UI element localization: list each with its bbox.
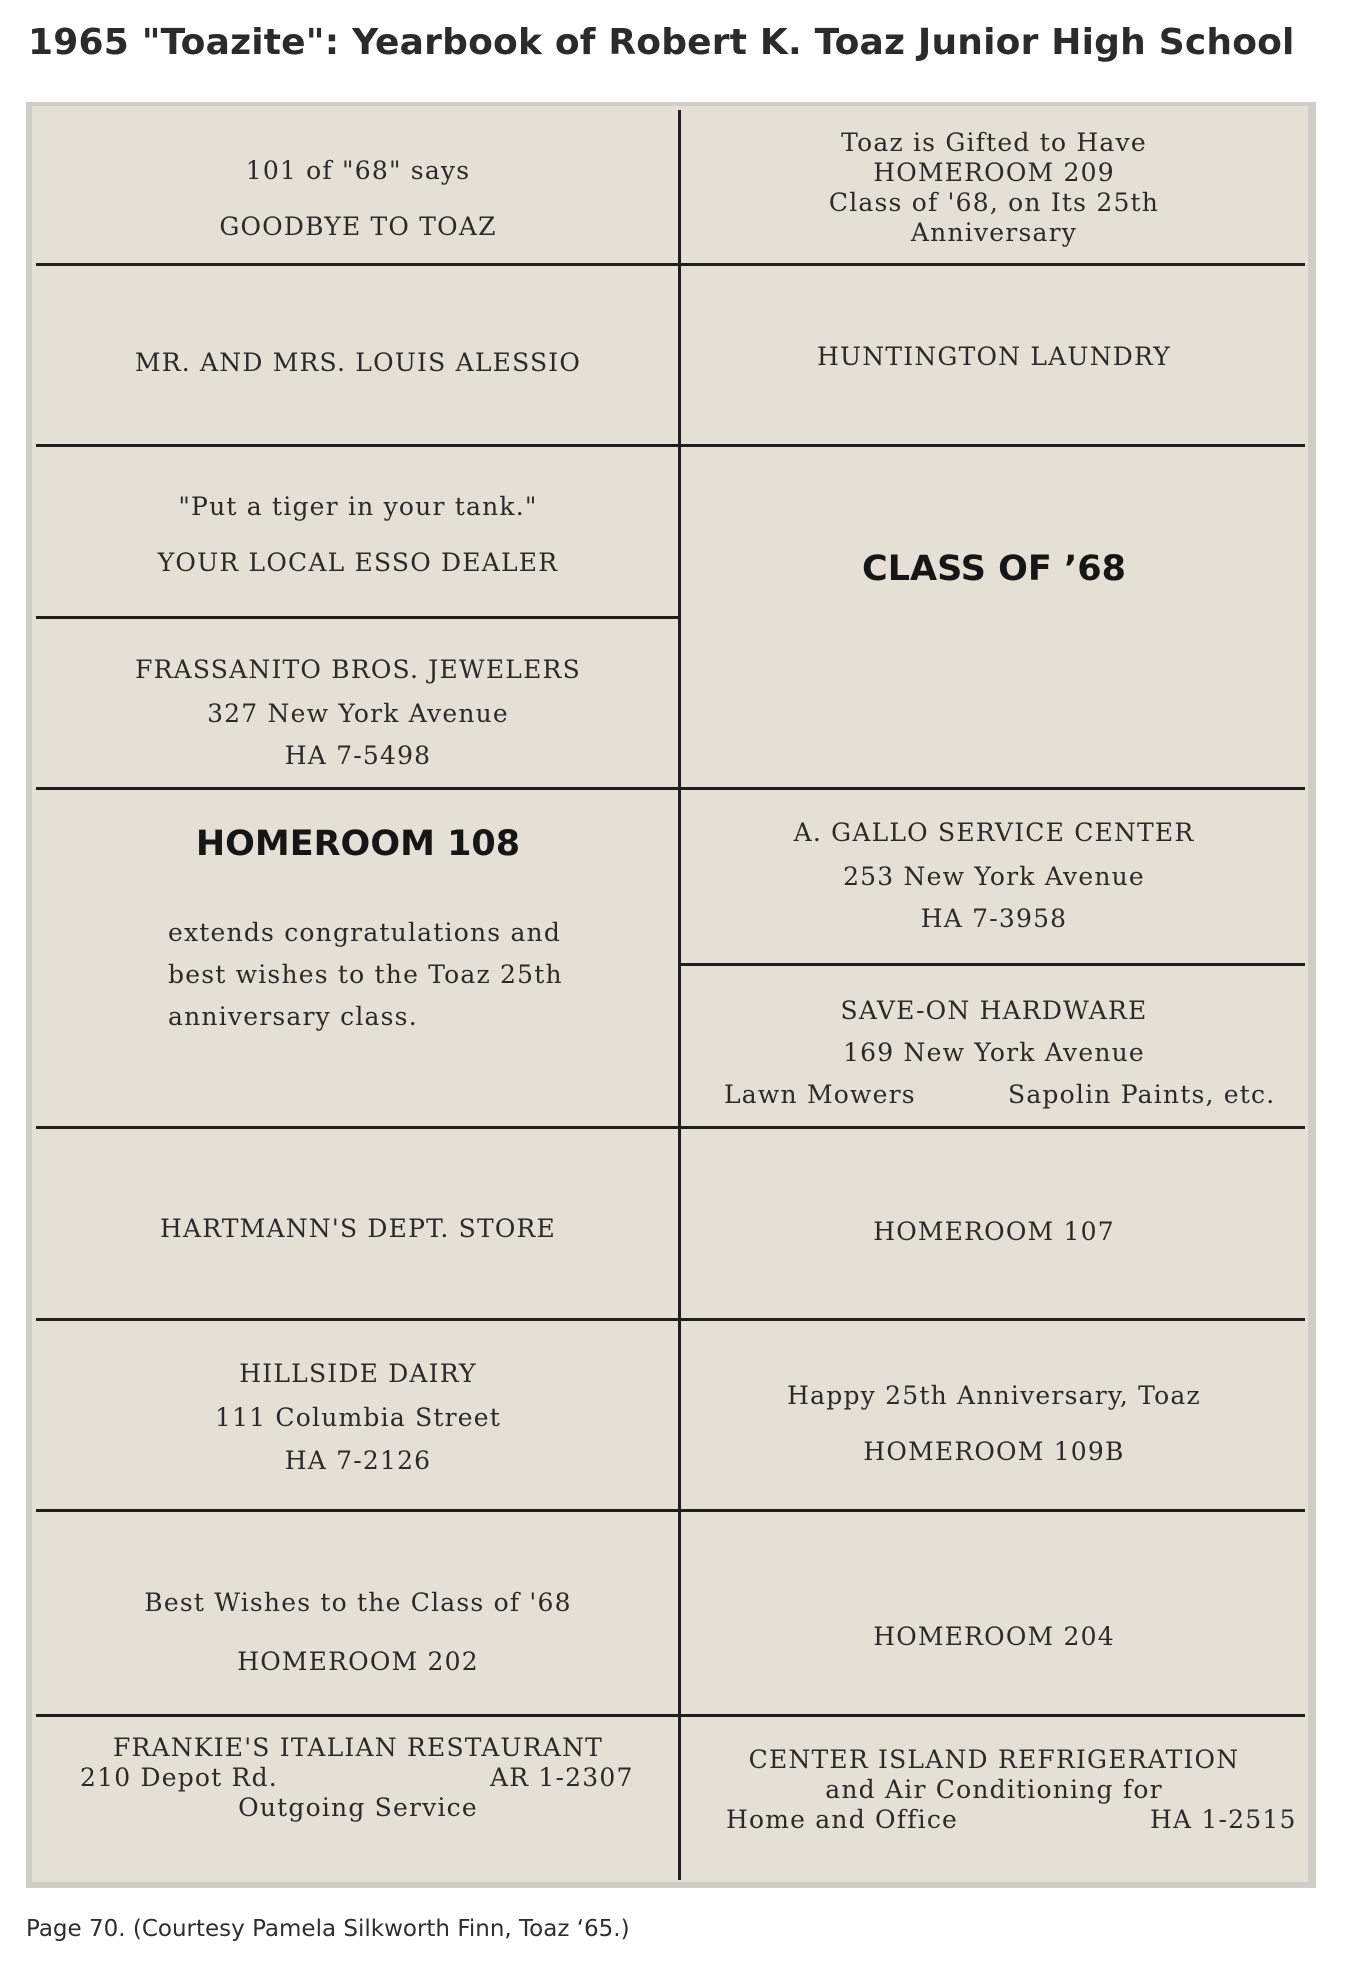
column-divider xyxy=(678,110,681,1880)
ad-text-line: HUNTINGTON LAUNDRY xyxy=(817,342,1171,371)
ad-text-line: HOMEROOM 109B xyxy=(863,1437,1125,1466)
yearbook-page-scan xyxy=(26,102,1316,1888)
image-caption: Page 70. (Courtesy Pamela Silkworth Finn, Toaz ‘65.) xyxy=(26,1916,630,1942)
ad-homeroom-108 xyxy=(40,790,676,1126)
ad-text-line: HILLSIDE DAIRY xyxy=(239,1359,477,1388)
ad-text-line: Anniversary xyxy=(910,218,1078,247)
ad-text-line: MR. AND MRS. LOUIS ALESSIO xyxy=(134,348,582,377)
ad-save-on-hardware xyxy=(684,966,1304,1126)
ad-hartmanns-dept-store xyxy=(40,1129,676,1318)
ad-text-line: Lawn Mowers xyxy=(724,1080,916,1109)
ad-text-line: HOMEROOM 204 xyxy=(873,1622,1115,1651)
ad-text-line: Home and Office xyxy=(726,1805,959,1834)
ad-text-line: Outgoing Service xyxy=(238,1793,478,1822)
ad-frassanito-jewelers xyxy=(40,619,676,787)
ad-text-line: HA 7-3958 xyxy=(920,904,1068,933)
ad-text-line: HA 7-2126 xyxy=(284,1446,432,1475)
ad-class-of-68 xyxy=(684,447,1304,787)
ad-huntington-laundry xyxy=(684,266,1304,444)
ad-text-line: 111 Columbia Street xyxy=(214,1403,502,1432)
ad-text-line: HOMEROOM 107 xyxy=(873,1217,1115,1246)
ad-hillside-dairy xyxy=(40,1321,676,1509)
ad-text-line: Sapolin Paints, etc. xyxy=(1008,1080,1276,1109)
ad-homeroom-109b xyxy=(684,1321,1304,1509)
ad-text-line: CLASS OF ’68 xyxy=(862,549,1126,589)
ad-text-line: SAVE-ON HARDWARE xyxy=(840,996,1148,1025)
ad-text-line: 210 Depot Rd. xyxy=(80,1763,278,1792)
ad-center-island-refrigeration xyxy=(684,1717,1304,1887)
ad-text-line: FRANKIE'S ITALIAN RESTAURANT xyxy=(112,1733,604,1762)
ad-text-line: 101 of "68" says xyxy=(245,156,471,185)
ad-alessio xyxy=(40,266,676,444)
ad-text-line: anniversary class. xyxy=(168,1002,418,1031)
ad-homeroom-204 xyxy=(684,1512,1304,1714)
ad-gallo-service-center xyxy=(684,790,1304,963)
ad-text-line: GOODBYE TO TOAZ xyxy=(219,212,497,241)
ad-text-line: Toaz is Gifted to Have xyxy=(841,128,1147,157)
ad-text-line: "Put a tiger in your tank." xyxy=(178,492,538,521)
ad-text-line: Class of '68, on Its 25th xyxy=(828,188,1160,217)
ad-homeroom-209 xyxy=(684,110,1304,263)
ad-text-line: HOMEROOM 209 xyxy=(873,158,1115,187)
ad-text-line: and Air Conditioning for xyxy=(825,1775,1163,1804)
ad-homeroom-202 xyxy=(40,1512,676,1714)
ad-text-line: AR 1-2307 xyxy=(490,1763,634,1792)
ad-esso-dealer xyxy=(40,447,676,616)
ad-text-line: FRASSANITO BROS. JEWELERS xyxy=(135,655,581,684)
ad-text-line: 253 New York Avenue xyxy=(843,862,1145,891)
ad-text-line: A. GALLO SERVICE CENTER xyxy=(793,818,1195,847)
ad-homeroom-107 xyxy=(684,1129,1304,1318)
ad-text-line: HOMEROOM 202 xyxy=(237,1647,479,1676)
ad-text-line: HA 1-2515 xyxy=(1150,1805,1297,1834)
ad-text-line: HA 7-5498 xyxy=(284,741,432,770)
ad-text-line: Happy 25th Anniversary, Toaz xyxy=(787,1381,1201,1410)
ad-text-line: 327 New York Avenue xyxy=(207,699,509,728)
ad-text-line: Best Wishes to the Class of '68 xyxy=(144,1588,572,1617)
yearbook-page xyxy=(32,106,1308,1882)
ad-text-line: best wishes to the Toaz 25th xyxy=(168,960,563,989)
ad-frankies-restaurant xyxy=(40,1717,676,1887)
ad-goodbye-to-toaz xyxy=(40,110,676,263)
ad-text-line: extends congratulations and xyxy=(168,918,562,947)
ad-text-line: HOMEROOM 108 xyxy=(195,824,521,864)
page-title: 1965 "Toazite": Yearbook of Robert K. Toaz Junior High School xyxy=(28,22,1295,63)
ad-text-line: CENTER ISLAND REFRIGERATION xyxy=(748,1745,1240,1774)
ad-text-line: 169 New York Avenue xyxy=(843,1038,1145,1067)
ad-text-line: HARTMANN'S DEPT. STORE xyxy=(159,1214,557,1243)
ad-text-line: YOUR LOCAL ESSO DEALER xyxy=(157,548,559,577)
